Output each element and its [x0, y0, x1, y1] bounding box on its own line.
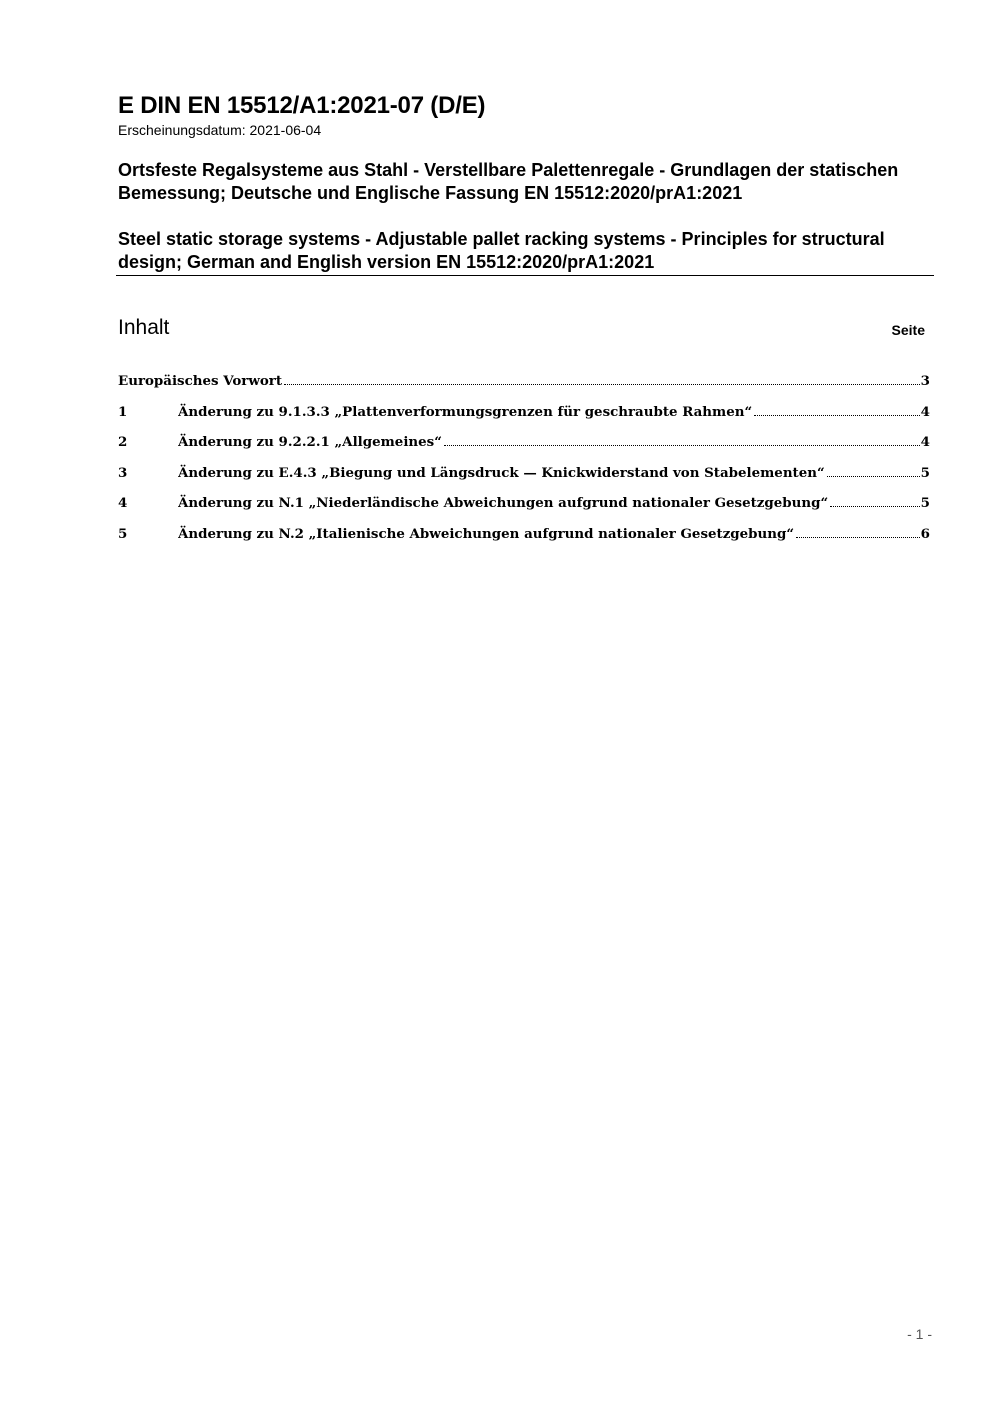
toc-entry-page: 3 [920, 373, 930, 389]
toc-entry-5[interactable] [118, 523, 930, 554]
toc-entry-page: 6 [920, 525, 930, 542]
toc-heading: Inhalt [118, 316, 170, 339]
toc-entry-number: 1 [118, 403, 128, 420]
toc-entry-page: 5 [920, 495, 930, 511]
toc-entry-title: Änderung zu N.2 „Italienische Abweichungen aufgrund nationaler Gesetzgebung“ [178, 525, 795, 542]
page-number: - 1 - [907, 1326, 932, 1342]
toc-entry-1[interactable] [118, 401, 930, 432]
toc-dot-leader [796, 537, 920, 538]
header-divider [116, 275, 934, 276]
toc-entry-page: 5 [920, 464, 930, 481]
toc-dot-leader [827, 476, 920, 477]
toc-entry-title: Änderung zu E.4.3 „Biegung und Längsdruck — Knickwiderstand von Stabelementen“ [178, 464, 825, 481]
toc-entry-3[interactable] [118, 462, 930, 493]
toc-dot-leader [754, 415, 920, 416]
toc-entry-title: Änderung zu N.1 „Niederländische Abweichungen aufgrund nationaler Gesetzgebung“ [178, 495, 829, 511]
toc-dot-leader [284, 384, 920, 385]
document-header [118, 92, 934, 139]
title-german: Ortsfeste Regalsysteme aus Stahl - Verstellbare Palettenregale - Grundlagen der statischen Bemessung; Deutsche und Englische Fassung EN 15512:2020/prA1:2021 [118, 160, 899, 203]
title-english: Steel static storage systems - Adjustable pallet racking systems - Principles for structural design; German and English version EN 15512:2020/prA1:2021 [118, 229, 885, 272]
toc-entry-4[interactable] [118, 492, 930, 523]
toc-entry-number: 3 [118, 464, 128, 481]
toc-entry-number: 4 [118, 495, 128, 511]
document-id: E DIN EN 15512/A1:2021-07 (D/E) [118, 92, 486, 119]
toc-entry-page: 4 [920, 434, 930, 450]
table-of-contents [118, 370, 930, 553]
publication-date: Erscheinungsdatum: 2021-06-04 [118, 122, 322, 138]
toc-entry-title: Änderung zu 9.1.3.3 „Plattenverformungsgrenzen für geschraubte Rahmen“ [178, 403, 753, 420]
toc-entry-title: Europäisches Vorwort [118, 373, 283, 389]
toc-entry-page: 4 [920, 403, 930, 420]
toc-entry-foreword[interactable] [118, 370, 930, 401]
toc-entry-number: 2 [118, 434, 128, 450]
toc-dot-leader [830, 506, 919, 507]
toc-entry-title: Änderung zu 9.2.2.1 „Allgemeines“ [178, 434, 442, 450]
toc-dot-leader [444, 445, 920, 446]
toc-entry-number: 5 [118, 525, 128, 542]
toc-entry-2[interactable] [118, 431, 930, 462]
toc-page-column-label: Seite [891, 322, 925, 338]
